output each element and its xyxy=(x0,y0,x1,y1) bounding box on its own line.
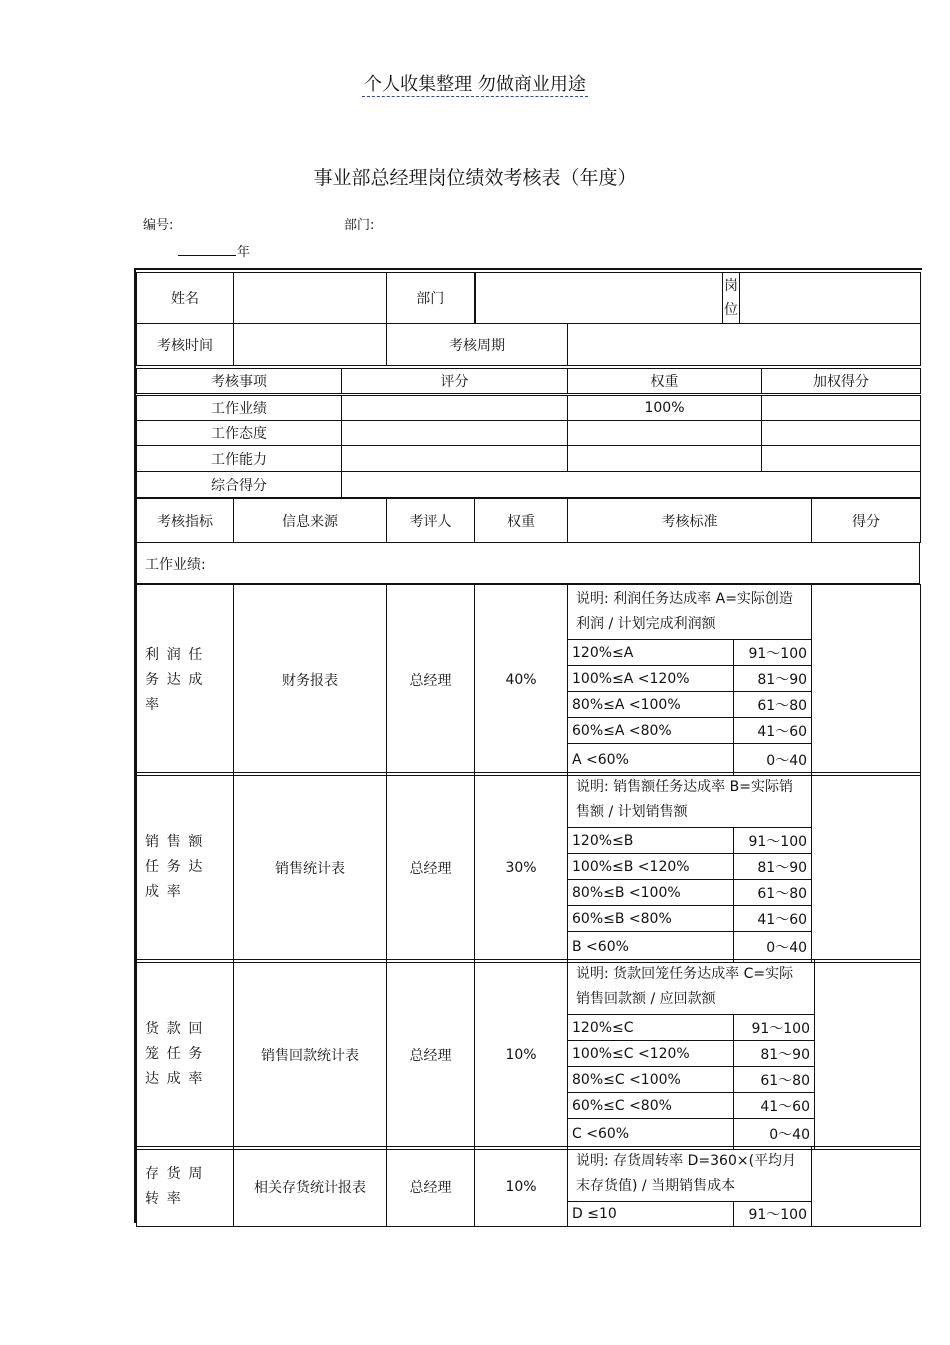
info-table xyxy=(136,272,921,366)
summary-row-weighted[interactable] xyxy=(762,421,921,446)
period-label: 考核周期 xyxy=(387,324,568,366)
criteria-score: 41～60 xyxy=(734,906,812,932)
criteria-score: 81～90 xyxy=(734,1041,815,1067)
header-indicator: 考核指标 xyxy=(137,499,234,543)
indicator-score[interactable] xyxy=(812,585,921,776)
indicator-score[interactable] xyxy=(812,1147,921,1227)
indicator-name: 存货周转率 xyxy=(137,1147,234,1227)
summary-table xyxy=(136,368,921,394)
summary-row-item: 工作业绩 xyxy=(137,396,342,421)
summary-body xyxy=(136,395,921,498)
summary-row-weight xyxy=(568,421,762,446)
section-performance xyxy=(136,542,920,584)
criteria-score: 41～60 xyxy=(734,718,812,744)
indicator-weight: 10% xyxy=(475,960,568,1150)
criteria-score: 0～40 xyxy=(734,1119,815,1150)
criteria-cond: B <60% xyxy=(568,932,734,963)
indicator-score[interactable] xyxy=(812,773,921,963)
criteria-score: 0～40 xyxy=(734,744,812,776)
dept-value[interactable] xyxy=(475,273,723,324)
criteria-cond: 120%≤C xyxy=(568,1015,734,1041)
indicator-block xyxy=(136,584,921,776)
indicator-header-table xyxy=(136,498,921,543)
criteria-cond: 60%≤C <80% xyxy=(568,1093,734,1119)
criteria-cond: 100%≤C <120% xyxy=(568,1041,734,1067)
indicator-desc: 说明: 存货周转率 D=360×(平均月末存货值) / 当期销售成本 xyxy=(568,1147,812,1202)
page-title: 事业部总经理岗位绩效考核表（年度） xyxy=(313,167,637,189)
criteria-cond: 100%≤B <120% xyxy=(568,854,734,880)
header-weight: 权重 xyxy=(475,499,568,543)
watermark-header: 个人收集整理 勿做商业用途 xyxy=(364,74,586,95)
criteria-score: 0～40 xyxy=(734,932,812,963)
period-value[interactable] xyxy=(568,324,921,366)
indicator-block xyxy=(136,1146,921,1227)
summary-header-weighted: 加权得分 xyxy=(762,369,921,394)
indicator-reviewer: 总经理 xyxy=(387,1147,475,1227)
summary-row-score[interactable] xyxy=(342,421,568,446)
indicator-desc: 说明: 货款回笼任务达成率 C=实际销售回款额 / 应回款额 xyxy=(568,960,815,1015)
year-label: 年 xyxy=(237,245,251,260)
criteria-cond: 100%≤A <120% xyxy=(568,666,734,692)
summary-row-weight: 100% xyxy=(568,396,762,421)
time-label: 考核时间 xyxy=(137,324,234,366)
summary-total-value[interactable] xyxy=(342,472,921,498)
summary-row-item: 工作态度 xyxy=(137,421,342,446)
summary-header-item: 考核事项 xyxy=(137,369,342,394)
post-value[interactable] xyxy=(740,273,921,324)
indicator-source: 相关存货统计报表 xyxy=(234,1147,387,1227)
summary-total-label: 综合得分 xyxy=(137,472,342,498)
indicator-weight: 30% xyxy=(475,773,568,963)
indicator-block xyxy=(136,959,921,1150)
criteria-cond: 80%≤A <100% xyxy=(568,692,734,718)
section-label: 工作业绩: xyxy=(145,557,206,573)
criteria-cond: 60%≤A <80% xyxy=(568,718,734,744)
criteria-score: 81～90 xyxy=(734,666,812,692)
indicator-block xyxy=(136,772,921,963)
indicator-source: 财务报表 xyxy=(234,585,387,776)
criteria-cond: D ≤10 xyxy=(568,1202,734,1227)
year-blank xyxy=(178,243,236,256)
indicator-name: 销售额任务达成率 xyxy=(137,773,234,963)
summary-header-weight: 权重 xyxy=(568,369,762,394)
header-criteria: 考核标准 xyxy=(568,499,812,543)
indicator-weight: 40% xyxy=(475,585,568,776)
indicator-weight: 10% xyxy=(475,1147,568,1227)
year-field xyxy=(178,241,250,260)
summary-row-weighted[interactable] xyxy=(762,446,921,472)
dept-label: 部门: xyxy=(344,218,375,233)
criteria-score: 61～80 xyxy=(734,880,812,906)
criteria-score: 91～100 xyxy=(734,1202,812,1227)
indicator-score[interactable] xyxy=(815,960,921,1150)
header-score: 得分 xyxy=(812,499,921,543)
header-source: 信息来源 xyxy=(234,499,387,543)
indicator-reviewer: 总经理 xyxy=(387,585,475,776)
criteria-cond: C <60% xyxy=(568,1119,734,1150)
summary-row-item: 工作能力 xyxy=(137,446,342,472)
indicator-source: 销售统计表 xyxy=(234,773,387,963)
criteria-score: 41～60 xyxy=(734,1093,815,1119)
post-label: 岗 位 xyxy=(723,273,740,324)
criteria-cond: A <60% xyxy=(568,744,734,776)
criteria-cond: 60%≤B <80% xyxy=(568,906,734,932)
header-reviewer: 考评人 xyxy=(387,499,475,543)
criteria-score: 61～80 xyxy=(734,1067,815,1093)
criteria-cond: 120%≤B xyxy=(568,828,734,854)
indicator-source: 销售回款统计表 xyxy=(234,960,387,1150)
indicator-desc: 说明: 销售额任务达成率 B=实际销售额 / 计划销售额 xyxy=(568,773,812,828)
time-value[interactable] xyxy=(234,324,387,366)
number-label: 编号: xyxy=(143,218,174,233)
criteria-score: 61～80 xyxy=(734,692,812,718)
criteria-score: 91～100 xyxy=(734,828,812,854)
criteria-cond: 80%≤B <100% xyxy=(568,880,734,906)
indicator-reviewer: 总经理 xyxy=(387,960,475,1150)
summary-row-weighted[interactable] xyxy=(762,396,921,421)
name-label: 姓名 xyxy=(137,273,234,324)
criteria-score: 81～90 xyxy=(734,854,812,880)
dept-label-cell: 部门 xyxy=(387,273,475,324)
indicator-name: 利润任务达成率 xyxy=(137,585,234,776)
summary-row-score[interactable] xyxy=(342,396,568,421)
summary-row-score[interactable] xyxy=(342,446,568,472)
criteria-score: 91～100 xyxy=(734,640,812,666)
summary-header-score: 评分 xyxy=(342,369,568,394)
criteria-cond: 80%≤C <100% xyxy=(568,1067,734,1093)
criteria-score: 91～100 xyxy=(734,1015,815,1041)
name-value[interactable] xyxy=(234,273,387,324)
indicator-desc: 说明: 利润任务达成率 A=实际创造利润 / 计划完成利润额 xyxy=(568,585,812,640)
indicator-reviewer: 总经理 xyxy=(387,773,475,963)
criteria-cond: 120%≤A xyxy=(568,640,734,666)
summary-row-weight xyxy=(568,446,762,472)
indicator-name: 货款回笼任务达成率 xyxy=(137,960,234,1150)
